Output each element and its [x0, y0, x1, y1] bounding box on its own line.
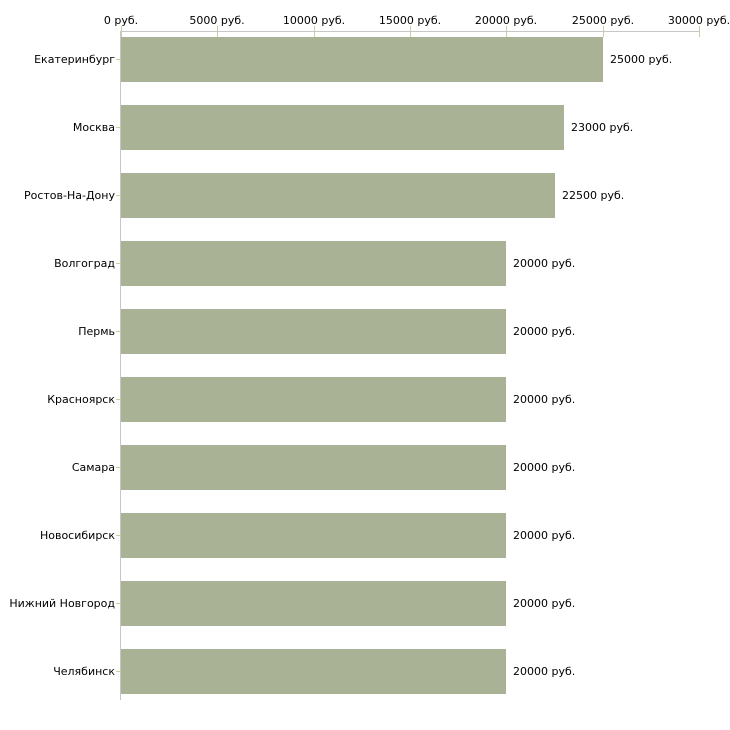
category-label: Москва	[72, 121, 115, 134]
value-label: 22500 руб.	[562, 189, 625, 202]
category-label: Новосибирск	[39, 529, 115, 542]
bar	[121, 445, 506, 490]
category-label: Челябинск	[53, 665, 115, 678]
value-label: 20000 руб.	[513, 461, 576, 474]
bar	[121, 309, 506, 354]
bar	[121, 105, 564, 150]
category-label: Красноярск	[47, 393, 115, 406]
x-axis-tick-label: 10000 руб.	[282, 14, 346, 27]
bar	[121, 513, 506, 558]
value-label: 20000 руб.	[513, 325, 576, 338]
bar	[121, 173, 555, 218]
category-label: Ростов-На-Дону	[23, 189, 115, 202]
x-axis-tick-label: 30000 руб.	[667, 14, 730, 27]
value-label: 20000 руб.	[513, 665, 576, 678]
category-label: Пермь	[78, 325, 115, 338]
value-label: 20000 руб.	[513, 257, 576, 270]
x-axis-tick-mark	[410, 26, 411, 37]
value-label: 20000 руб.	[513, 393, 576, 406]
x-axis-tick-label: 15000 руб.	[378, 14, 442, 27]
x-axis-tick-mark	[506, 26, 507, 37]
category-label: Екатеринбург	[34, 53, 115, 66]
bar	[121, 241, 506, 286]
x-axis-tick-label: 20000 руб.	[474, 14, 538, 27]
x-axis-tick-label: 0 руб.	[103, 14, 139, 27]
category-label: Нижний Новгород	[9, 597, 115, 610]
bar	[121, 37, 603, 82]
value-label: 20000 руб.	[513, 529, 576, 542]
bar	[121, 649, 506, 694]
x-axis-tick-mark	[314, 26, 315, 37]
x-axis-tick-mark	[699, 26, 700, 37]
x-axis-tick-label: 5000 руб.	[189, 14, 245, 27]
x-axis-tick-mark	[603, 26, 604, 37]
bar	[121, 377, 506, 422]
bar	[121, 581, 506, 626]
value-label: 25000 руб.	[610, 53, 673, 66]
x-axis-tick-mark	[217, 26, 218, 37]
value-label: 20000 руб.	[513, 597, 576, 610]
category-label: Самара	[71, 461, 115, 474]
value-label: 23000 руб.	[571, 121, 634, 134]
category-label: Волгоград	[54, 257, 115, 270]
x-axis-tick-label: 25000 руб.	[571, 14, 635, 27]
x-axis-tick-mark	[121, 26, 122, 37]
